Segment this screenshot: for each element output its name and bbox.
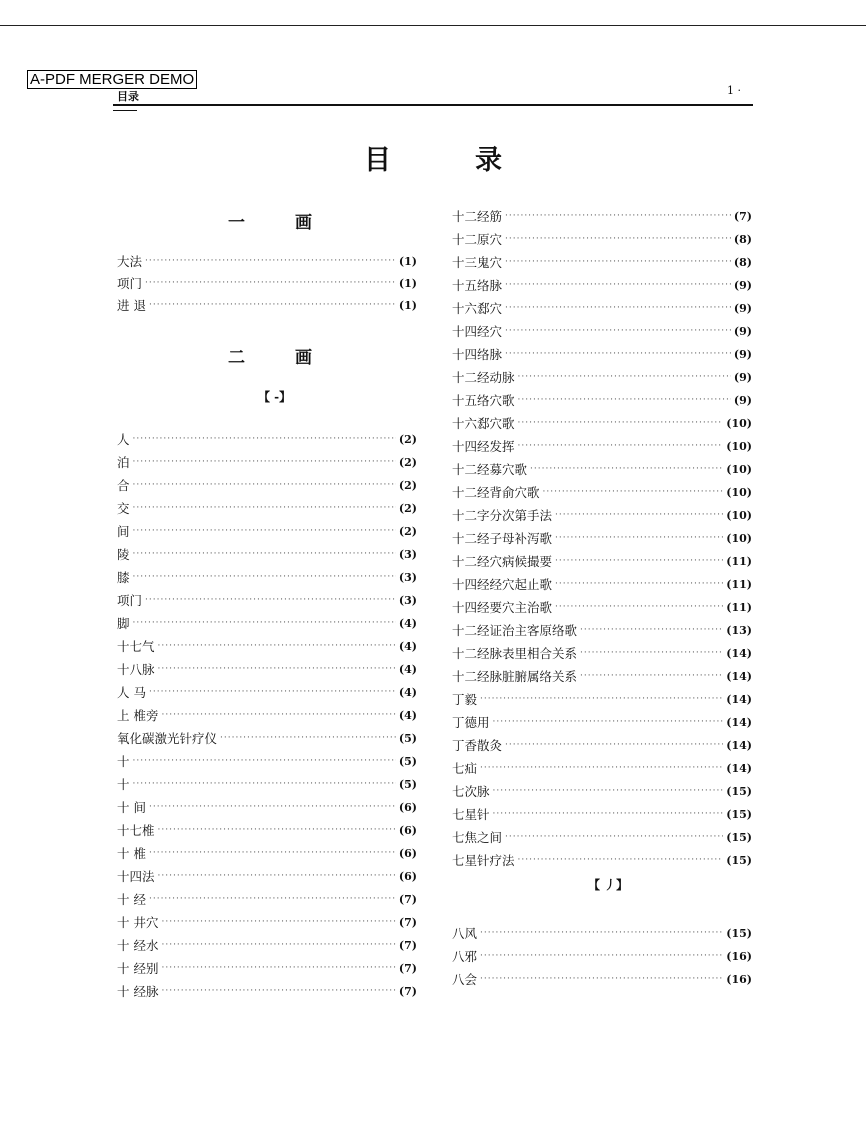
toc-leader-dots — [580, 648, 723, 658]
toc-entry-page: (7) — [733, 209, 752, 223]
toc-entry-title: 间 — [117, 524, 130, 539]
running-head: 目录 — [117, 90, 139, 103]
toc-entry — [452, 969, 752, 989]
toc-entry-title: 项门 — [117, 276, 143, 291]
toc-leader-dots — [493, 717, 724, 727]
toc-leader-dots — [555, 556, 723, 566]
toc-entry-page: (7) — [398, 984, 417, 998]
toc-entry — [117, 866, 417, 886]
toc-leader-dots — [161, 710, 395, 720]
toc-entry — [117, 613, 417, 633]
toc-entry-page: (4) — [398, 708, 417, 722]
toc-leader-dots — [518, 372, 731, 382]
toc-entry — [452, 643, 752, 663]
toc-entry-page: (3) — [398, 593, 417, 607]
toc-entry-title: 七星针 — [452, 807, 490, 822]
toc-entry-page: (9) — [733, 324, 752, 338]
toc-entry-page: (14) — [726, 669, 752, 683]
toc-entry-title: 十七气 — [117, 639, 155, 654]
toc-entry-title: 十四经要穴主治歌 — [452, 600, 553, 615]
toc-entry — [117, 682, 417, 702]
toc-entry — [117, 912, 417, 932]
toc-leader-dots — [555, 579, 723, 589]
toc-leader-dots — [580, 625, 723, 635]
toc-entry-page: (3) — [398, 547, 417, 561]
toc-leader-dots — [133, 457, 396, 467]
toc-entry-page: (10) — [726, 508, 752, 522]
toc-entry-title: 十二经筋 — [452, 209, 503, 224]
toc-leader-dots — [480, 928, 723, 938]
toc-leader-dots — [505, 349, 731, 359]
toc-entry-title: 十二经脉表里相合关系 — [452, 646, 578, 661]
toc-leader-dots — [149, 848, 396, 858]
toc-entry-page: (15) — [726, 807, 752, 821]
toc-entry — [117, 544, 417, 564]
toc-entry-title: 脚 — [117, 616, 130, 631]
toc-entry-title: 交 — [117, 501, 130, 516]
toc-entry-page: (9) — [733, 347, 752, 361]
toc-entry — [117, 498, 417, 518]
toc-entry-page: (14) — [726, 761, 752, 775]
toc-leader-dots — [158, 825, 396, 835]
subheading-1: 【 -】 — [258, 390, 292, 404]
toc-entry-page: (13) — [726, 623, 752, 637]
toc-leader-dots — [158, 641, 396, 651]
toc-leader-dots — [149, 687, 396, 697]
toc-entry-page: (5) — [398, 754, 417, 768]
toc-entry-page: (7) — [398, 938, 417, 952]
toc-entry — [452, 321, 752, 341]
toc-entry-title: 十四经经穴起止歌 — [452, 577, 553, 592]
toc-leader-dots — [555, 602, 723, 612]
toc-entry-page: (6) — [398, 800, 417, 814]
subheading-2: 【 丿】 — [588, 878, 629, 892]
toc-entry-title: 十 经别 — [117, 961, 159, 976]
toc-entry-page: (2) — [398, 432, 417, 446]
toc-entry-page: (7) — [398, 915, 417, 929]
toc-entry-title: 十 间 — [117, 800, 146, 815]
toc-entry-page: (4) — [398, 662, 417, 676]
toc-entry-title: 丁毅 — [452, 692, 478, 707]
toc-entry-page: (1) — [398, 276, 417, 290]
toc-entry-title: 十二经子母补泻歌 — [452, 531, 553, 546]
toc-entry-page: (10) — [726, 531, 752, 545]
toc-entry-page: (7) — [398, 961, 417, 975]
toc-entry — [117, 659, 417, 679]
toc-entry — [117, 705, 417, 725]
toc-entry — [117, 590, 417, 610]
toc-entry-page: (11) — [726, 600, 752, 614]
toc-entry — [117, 567, 417, 587]
page-title: 目录 — [364, 145, 586, 176]
toc-leader-dots — [161, 963, 395, 973]
toc-leader-dots — [149, 300, 396, 310]
toc-leader-dots — [133, 618, 396, 628]
toc-entry-page: (4) — [398, 639, 417, 653]
toc-entry-title: 十七椎 — [117, 823, 155, 838]
toc-entry-title: 丁德用 — [452, 715, 490, 730]
toc-entry-title: 十二经证治主客原络歌 — [452, 623, 578, 638]
toc-entry — [117, 636, 417, 656]
toc-entry-title: 十二原穴 — [452, 232, 503, 247]
toc-entry-title: 十 椎 — [117, 846, 146, 861]
toc-entry-title: 泊 — [117, 455, 130, 470]
toc-entry — [117, 797, 417, 817]
toc-entry — [452, 505, 752, 525]
toc-leader-dots — [133, 549, 396, 559]
toc-leader-dots — [480, 974, 723, 984]
toc-entry — [452, 735, 752, 755]
toc-entry — [452, 436, 752, 456]
toc-entry — [452, 666, 752, 686]
page-number: 1 · — [727, 84, 741, 97]
toc-entry-title: 十四经穴 — [452, 324, 503, 339]
toc-entry-page: (4) — [398, 685, 417, 699]
toc-entry-page: (9) — [733, 301, 752, 315]
toc-leader-dots — [505, 740, 723, 750]
toc-entry-title: 膝 — [117, 570, 130, 585]
toc-entry-title: 十二经脉脏腑属络关系 — [452, 669, 578, 684]
toc-entry-title: 八风 — [452, 926, 478, 941]
toc-leader-dots — [518, 418, 724, 428]
toc-entry-page: (3) — [398, 570, 417, 584]
toc-leader-dots — [133, 503, 396, 513]
toc-entry — [452, 946, 752, 966]
toc-entry — [117, 251, 417, 271]
toc-entry — [117, 935, 417, 955]
toc-entry — [452, 758, 752, 778]
toc-entry-page: (6) — [398, 846, 417, 860]
toc-entry — [452, 712, 752, 732]
toc-entry-title: 十四经发挥 — [452, 439, 515, 454]
toc-entry — [117, 981, 417, 1001]
toc-entry — [452, 781, 752, 801]
toc-entry — [117, 889, 417, 909]
toc-leader-dots — [530, 464, 723, 474]
toc-entry — [117, 475, 417, 495]
toc-leader-dots — [145, 256, 396, 266]
toc-entry-title: 合 — [117, 478, 130, 493]
top-border-rule — [0, 25, 866, 26]
toc-entry — [452, 689, 752, 709]
toc-entry — [117, 273, 417, 293]
toc-leader-dots — [555, 510, 723, 520]
section-heading-1: 一画 — [228, 213, 362, 233]
header-rule-short — [113, 110, 137, 111]
toc-entry-page: (15) — [726, 830, 752, 844]
toc-entry-page: (2) — [398, 524, 417, 538]
toc-entry-page: (14) — [726, 646, 752, 660]
toc-leader-dots — [543, 487, 724, 497]
toc-leader-dots — [505, 211, 731, 221]
toc-entry-title: 十二经穴病候撮要 — [452, 554, 553, 569]
toc-entry — [452, 482, 752, 502]
toc-leader-dots — [158, 871, 396, 881]
toc-entry-title: 十 经水 — [117, 938, 159, 953]
toc-entry — [452, 206, 752, 226]
toc-entry-title: 七疝 — [452, 761, 478, 776]
toc-leader-dots — [133, 434, 396, 444]
toc-entry-title: 陵 — [117, 547, 130, 562]
toc-entry — [452, 344, 752, 364]
toc-entry — [452, 390, 752, 410]
toc-entry — [117, 452, 417, 472]
toc-leader-dots — [149, 894, 396, 904]
toc-entry — [452, 252, 752, 272]
toc-entry-page: (15) — [726, 784, 752, 798]
toc-leader-dots — [493, 809, 724, 819]
watermark-label: A-PDF MERGER DEMO — [27, 70, 197, 89]
toc-leader-dots — [161, 986, 395, 996]
toc-leader-dots — [555, 533, 723, 543]
toc-entry — [117, 429, 417, 449]
toc-entry-page: (9) — [733, 278, 752, 292]
toc-entry — [117, 521, 417, 541]
toc-entry — [452, 620, 752, 640]
toc-leader-dots — [493, 786, 724, 796]
toc-entry-page: (2) — [398, 501, 417, 515]
toc-entry-page: (2) — [398, 455, 417, 469]
toc-entry — [452, 275, 752, 295]
toc-entry-page: (16) — [726, 949, 752, 963]
toc-leader-dots — [145, 278, 396, 288]
toc-entry-title: 十二经动脉 — [452, 370, 515, 385]
toc-entry — [117, 728, 417, 748]
toc-entry-title: 大法 — [117, 254, 143, 269]
toc-entry-title: 八邪 — [452, 949, 478, 964]
toc-leader-dots — [505, 257, 731, 267]
toc-entry-title: 十四络脉 — [452, 347, 503, 362]
toc-entry-page: (14) — [726, 692, 752, 706]
toc-leader-dots — [161, 940, 395, 950]
toc-leader-dots — [133, 526, 396, 536]
toc-entry-page: (1) — [398, 298, 417, 312]
toc-entry-page: (6) — [398, 823, 417, 837]
toc-leader-dots — [518, 441, 724, 451]
toc-entry-title: 项门 — [117, 593, 143, 608]
toc-entry-page: (9) — [733, 393, 752, 407]
toc-entry-page: (8) — [733, 232, 752, 246]
toc-entry-page: (10) — [726, 439, 752, 453]
toc-entry — [452, 551, 752, 571]
toc-entry-title: 人 马 — [117, 685, 146, 700]
toc-entry — [117, 295, 417, 315]
toc-leader-dots — [133, 779, 396, 789]
toc-leader-dots — [518, 855, 724, 865]
toc-entry — [452, 923, 752, 943]
toc-entry-title: 进 退 — [117, 298, 146, 313]
toc-entry-title: 十 — [117, 777, 130, 792]
toc-entry-page: (15) — [726, 853, 752, 867]
toc-entry — [452, 528, 752, 548]
toc-entry-title: 十四法 — [117, 869, 155, 884]
toc-entry-title: 上 椎旁 — [117, 708, 159, 723]
toc-entry — [452, 298, 752, 318]
toc-leader-dots — [161, 917, 395, 927]
toc-entry-title: 十 井穴 — [117, 915, 159, 930]
toc-leader-dots — [505, 280, 731, 290]
toc-entry-title: 十六郄穴 — [452, 301, 503, 316]
toc-entry-page: (1) — [398, 254, 417, 268]
toc-leader-dots — [518, 395, 731, 405]
toc-entry-page: (9) — [733, 370, 752, 384]
toc-entry-title: 十二经募穴歌 — [452, 462, 528, 477]
toc-leader-dots — [505, 234, 731, 244]
toc-leader-dots — [220, 733, 396, 743]
toc-leader-dots — [133, 756, 396, 766]
toc-leader-dots — [505, 303, 731, 313]
toc-entry — [452, 850, 752, 870]
section-heading-2: 二画 — [228, 348, 362, 368]
toc-entry — [452, 597, 752, 617]
toc-entry-page: (10) — [726, 485, 752, 499]
toc-entry — [117, 843, 417, 863]
toc-entry-page: (14) — [726, 738, 752, 752]
toc-entry-title: 七焦之间 — [452, 830, 503, 845]
toc-entry-title: 十二经背俞穴歌 — [452, 485, 540, 500]
toc-entry-title: 七星针疗法 — [452, 853, 515, 868]
toc-entry-title: 七次脉 — [452, 784, 490, 799]
toc-leader-dots — [149, 802, 396, 812]
toc-entry — [452, 804, 752, 824]
toc-entry — [452, 827, 752, 847]
toc-entry — [452, 574, 752, 594]
toc-leader-dots — [480, 694, 723, 704]
toc-entry-title: 十 经脉 — [117, 984, 159, 999]
toc-entry-title: 十六郄穴歌 — [452, 416, 515, 431]
toc-entry-title: 十二字分次第手法 — [452, 508, 553, 523]
toc-leader-dots — [133, 572, 396, 582]
toc-entry-page: (8) — [733, 255, 752, 269]
toc-entry-page: (16) — [726, 972, 752, 986]
toc-entry-page: (11) — [726, 577, 752, 591]
toc-entry — [452, 367, 752, 387]
toc-entry-title: 十 — [117, 754, 130, 769]
toc-entry-page: (10) — [726, 416, 752, 430]
toc-entry — [117, 751, 417, 771]
toc-entry-page: (11) — [726, 554, 752, 568]
toc-entry — [117, 774, 417, 794]
toc-leader-dots — [505, 832, 723, 842]
toc-entry-title: 十五络脉 — [452, 278, 503, 293]
toc-leader-dots — [158, 664, 396, 674]
toc-entry-title: 八会 — [452, 972, 478, 987]
toc-leader-dots — [480, 763, 723, 773]
toc-entry-page: (7) — [398, 892, 417, 906]
toc-leader-dots — [480, 951, 723, 961]
toc-entry-page: (10) — [726, 462, 752, 476]
toc-entry-page: (2) — [398, 478, 417, 492]
toc-entry-title: 十五络穴歌 — [452, 393, 515, 408]
toc-entry-title: 氧化碳激光针疗仪 — [117, 731, 218, 746]
toc-leader-dots — [133, 480, 396, 490]
toc-entry-page: (15) — [726, 926, 752, 940]
toc-entry-page: (5) — [398, 777, 417, 791]
toc-entry-page: (4) — [398, 616, 417, 630]
toc-entry-page: (6) — [398, 869, 417, 883]
toc-entry-title: 人 — [117, 432, 130, 447]
toc-entry-title: 丁香散灸 — [452, 738, 503, 753]
header-rule — [113, 104, 753, 106]
toc-leader-dots — [580, 671, 723, 681]
toc-entry-title: 十 经 — [117, 892, 146, 907]
toc-entry-title: 十三鬼穴 — [452, 255, 503, 270]
toc-entry — [117, 820, 417, 840]
toc-leader-dots — [505, 326, 731, 336]
toc-entry — [452, 413, 752, 433]
toc-entry — [117, 958, 417, 978]
toc-entry-page: (14) — [726, 715, 752, 729]
toc-entry — [452, 229, 752, 249]
toc-leader-dots — [145, 595, 396, 605]
toc-entry — [452, 459, 752, 479]
toc-entry-title: 十八脉 — [117, 662, 155, 677]
toc-entry-page: (5) — [398, 731, 417, 745]
